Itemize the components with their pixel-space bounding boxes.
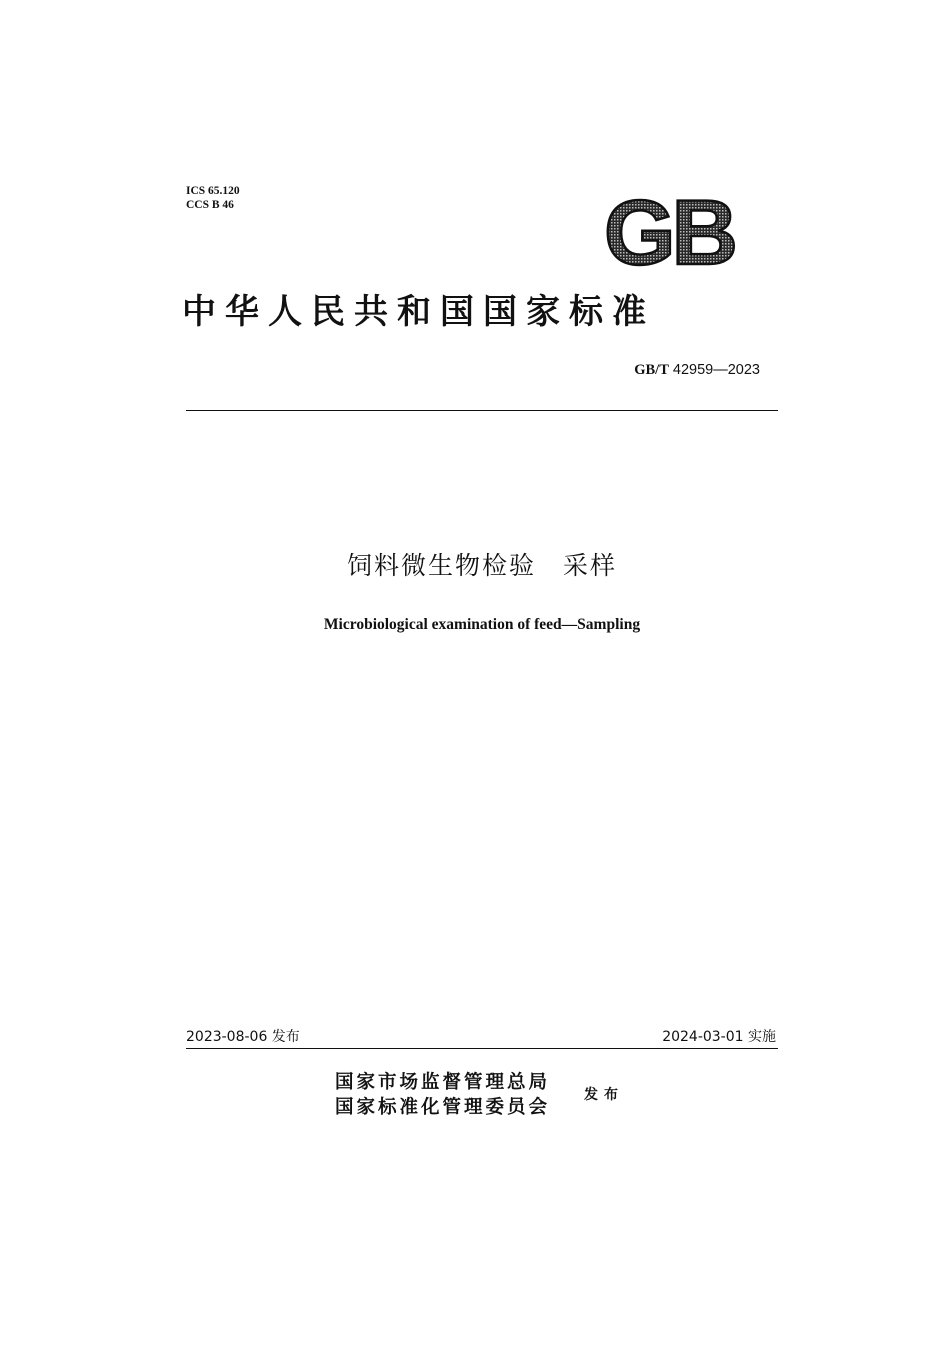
- ccs-code: CCS B 46: [186, 199, 234, 211]
- standard-number-value: 42959—2023: [672, 362, 760, 378]
- header-divider: [186, 410, 778, 411]
- publish-label: 发布: [584, 1087, 624, 1103]
- classification-codes: [186, 184, 240, 212]
- issuer-sac: 国家标准化管理委员会: [335, 1097, 551, 1118]
- gb-logo-text: GB: [604, 192, 734, 270]
- issuing-authorities: [335, 1070, 550, 1120]
- standard-title: 中华人民共和国国家标准: [182, 292, 655, 332]
- implementation-date: 2024-03-01 实施: [662, 1029, 776, 1045]
- ics-code: ICS 65.120: [186, 185, 240, 197]
- document-title-en: Microbiological examination of feed—Sampling: [323, 616, 641, 633]
- issue-date: 2023-08-06 发布: [186, 1029, 300, 1045]
- gb-logo: [596, 192, 742, 270]
- document-title-cn: 饲料微生物检验 采样: [346, 551, 617, 580]
- standard-number-prefix: GB/T: [634, 362, 669, 378]
- footer-divider: [186, 1048, 778, 1049]
- standard-number: [634, 361, 760, 379]
- issuer-samr: 国家市场监督管理总局: [335, 1072, 551, 1093]
